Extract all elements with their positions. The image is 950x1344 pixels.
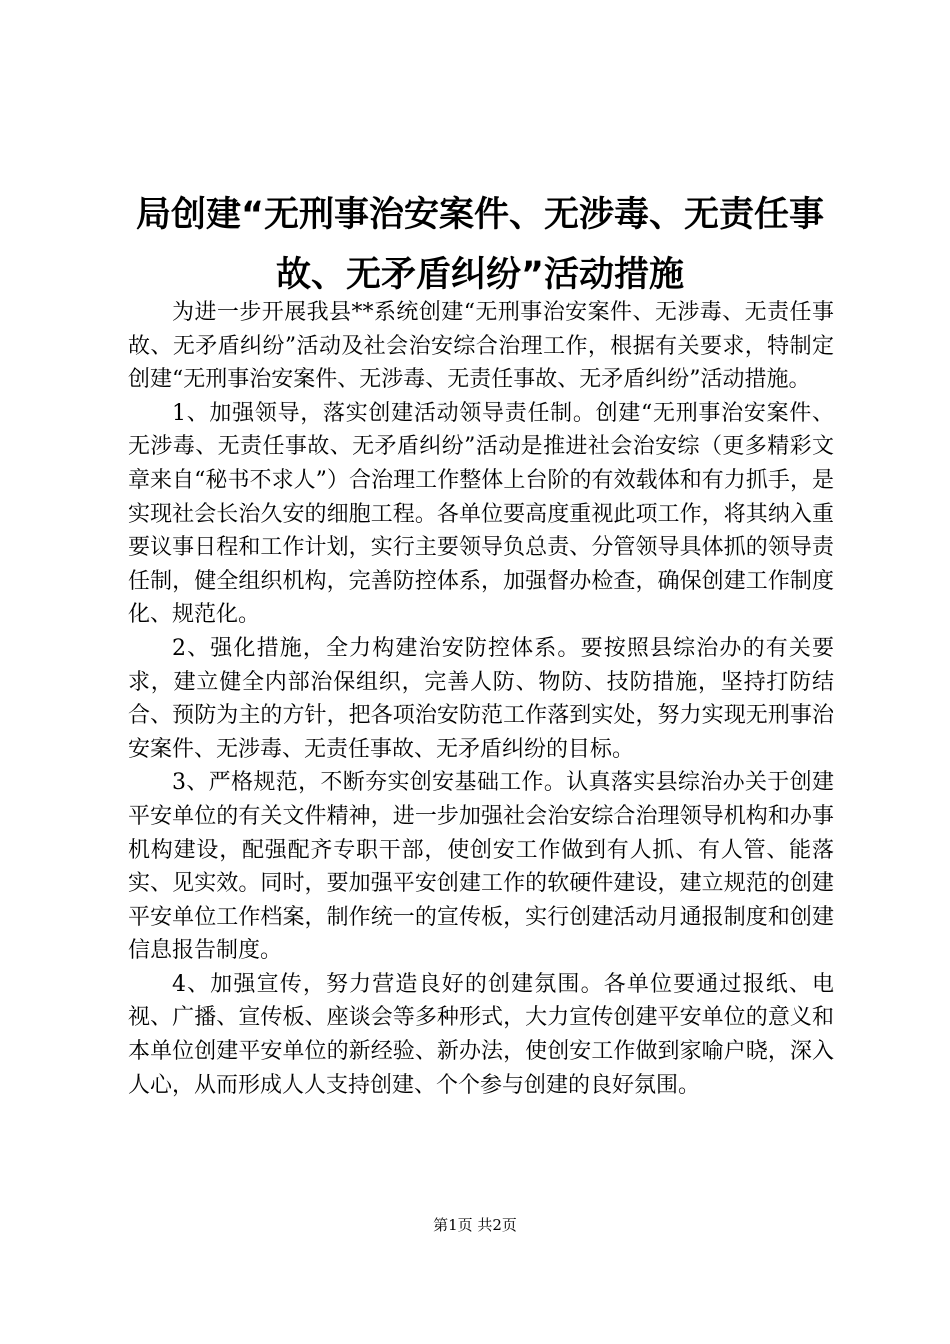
paragraph-item-4: 4、加强宣传，努力营造良好的创建氛围。各单位要通过报纸、电视、广播、宣传板、座谈会等多种形式，大力宣传创建平安单位的意义和本单位创建平安单位的新经验、新办法，使创安工作做到家喻户晓，深入人心，从而形成人人支持创建、个个参与创建的良好氛围。	[128, 971, 834, 1098]
paragraph-intro: 为进一步开展我县**系统创建“无刑事治安案件、无涉毒、无责任事故、无矛盾纠纷”活动及社会治安综合治理工作，根据有关要求，特制定创建“无刑事治安案件、无涉毒、无责任事故、无矛盾纠纷”活动措施。	[128, 300, 834, 393]
paragraph-item-3: 3、严格规范，不断夯实创安基础工作。认真落实县综治办关于创建平安单位的有关文件精神，进一步加强社会治安综合治理领导机构和办事机构建设，配强配齐专职干部，使创安工作做到有人抓、有人管、能落实、见实效。同时，要加强平安创建工作的软硬件建设，建立规范的创建平安单位工作档案，制作统一的宣传板，实行创建活动月通报制度和创建信息报告制度。	[128, 770, 834, 964]
paragraph-item-2: 2、强化措施，全力构建治安防控体系。要按照县综治办的有关要求，建立健全内部治保组织，完善人防、物防、技防措施，坚持打防结合、预防为主的方针，把各项治安防范工作落到实处，努力实现无刑事治安案件、无涉毒、无责任事故、无矛盾纠纷的目标。	[128, 635, 834, 762]
document-body	[128, 296, 834, 1102]
paragraph-item-1: 1、加强领导，落实创建活动领导责任制。创建“无刑事治安案件、无涉毒、无责任事故、无矛盾纠纷”活动是推进社会治安综（更多精彩文章来自“秘书不求人”）合治理工作整体上台阶的有效载体和有力抓手，是实现社会长治久安的细胞工程。各单位要高度重视此项工作，将其纳入重要议事日程和工作计划，实行主要领导负总责、分管领导具体抓的领导责任制，健全组织机构，完善防控体系，加强督办检查，确保创建工作制度化、规范化。	[128, 400, 834, 628]
document-title-line-1: 局创建“无刑事治安案件、无涉毒、无责任事	[135, 195, 824, 235]
document-title-line-2: 故、无矛盾纠纷”活动措施	[275, 255, 684, 295]
page-footer: 第1页 共2页	[433, 1216, 517, 1234]
